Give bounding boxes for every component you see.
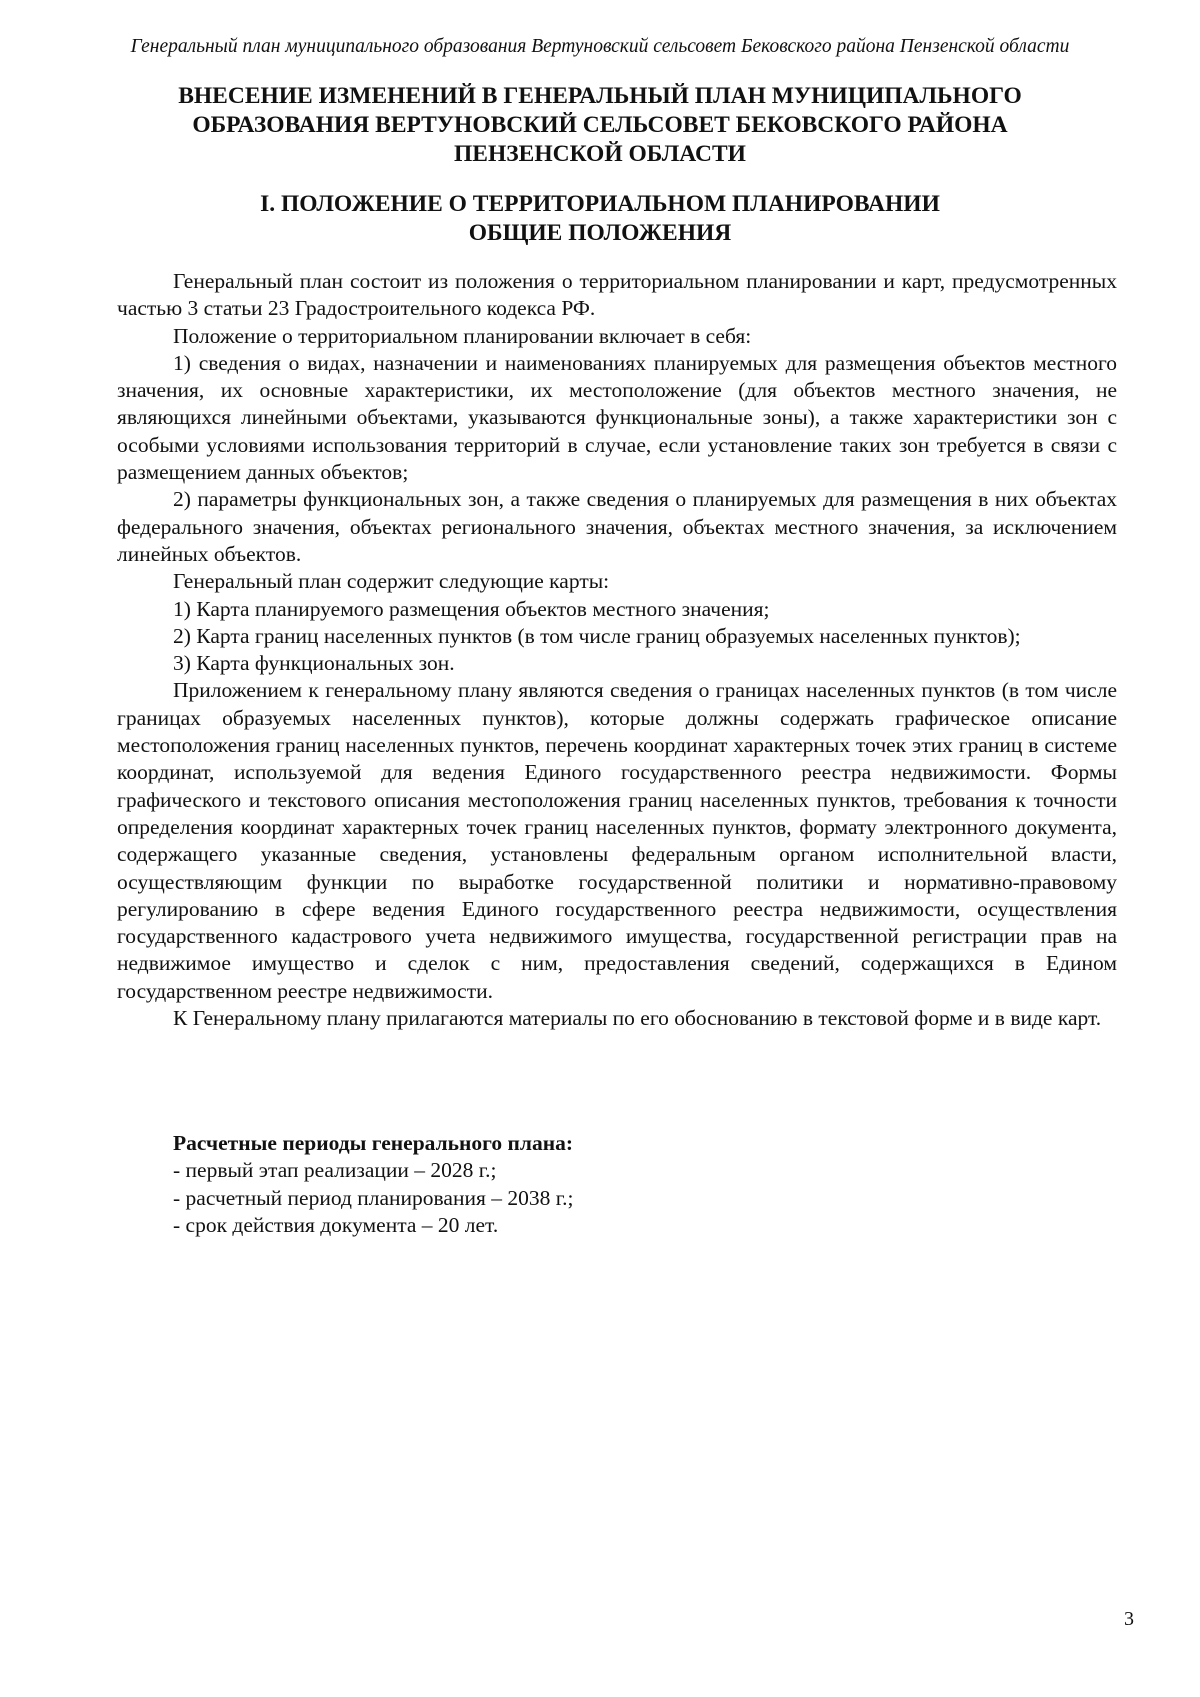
paragraph: 2) Карта границ населенных пунктов (в том числе границ образуемых населенных пунктов); <box>173 623 1021 648</box>
document-title-line: ОБРАЗОВАНИЯ ВЕРТУНОВСКИЙ СЕЛЬСОВЕТ БЕКОВСКОГО РАЙОНА <box>192 112 1008 138</box>
section-title <box>100 190 1100 248</box>
running-header: Генеральный план муниципального образования Вертуновский сельсовет Бековского района Пензенской области <box>130 36 1070 57</box>
paragraph: Приложением к генеральному плану являются сведения о границах населенных пунктов (в том числе границах образуемых населенных пунктов), которые должны содержать графическое описание местоположения границ населенных пунктов, перечень координат характерных точек этих границ в системе координат, используемой для ведения Единого государственного реестра недвижимости. Формы графического и текстового описания местоположения границ населенных пунктов, требования к точности определения координат характерных точек границ населенных пунктов, формату электронного документа, содержащего указанные сведения, установлены федеральным органом исполнительной власти, осуществляющим функции по выработке государственной политики и нормативно-правовому регулированию в сфере ведения Единого государственного реестра недвижимости, осуществления государственного кадастрового учета недвижимого имущества, государственной регистрации прав на недвижимое имущество и сделок с ним, предоставления сведений, содержащихся в Едином государственном реестре недвижимости. <box>117 678 1117 1003</box>
document-title-line: ВНЕСЕНИЕ ИЗМЕНЕНИЙ В ГЕНЕРАЛЬНЫЙ ПЛАН МУНИЦИПАЛЬНОГО <box>178 83 1022 109</box>
paragraph: Генеральный план состоит из положения о территориальном планировании и карт, предусмотренных частью 3 статьи 23 Градостроительного кодекса РФ. <box>117 269 1117 321</box>
paragraph: Генеральный план содержит следующие карты: <box>173 569 610 594</box>
paragraph: 1) Карта планируемого размещения объектов местного значения; <box>173 596 770 621</box>
list-item: - расчетный период планирования – 2038 г.; <box>173 1185 574 1210</box>
list-item: - первый этап реализации – 2028 г.; <box>173 1158 497 1183</box>
list-item: - срок действия документа – 20 лет. <box>173 1212 499 1237</box>
paragraph: К Генеральному плану прилагаются материалы по его обоснованию в текстовой форме и в виде карт. <box>173 1006 1102 1031</box>
paragraph: 3) Карта функциональных зон. <box>173 651 455 676</box>
page-number: 3 <box>1124 1608 1134 1630</box>
planning-periods <box>173 1130 1073 1239</box>
document-title <box>100 82 1100 169</box>
section-subtitle: ОБЩИЕ ПОЛОЖЕНИЯ <box>468 220 732 246</box>
paragraph: 2) параметры функциональных зон, а также сведения о планируемых для размещения в них объектах федерального значения, объектах регионального значения, объектах местного значения, за исключением линейных объектов. <box>117 487 1117 566</box>
section-title-line: I. ПОЛОЖЕНИЕ О ТЕРРИТОРИАЛЬНОМ ПЛАНИРОВАНИИ <box>260 191 940 217</box>
document-title-line: ПЕНЗЕНСКОЙ ОБЛАСТИ <box>454 141 746 167</box>
paragraph: 1) сведения о видах, назначении и наименованиях планируемых для размещения объектов местного значения, их основные характеристики, их местоположение (для объектов местного значения, не являющихся линейными объектами, указываются функциональные зоны), а также характеристики зон с особыми условиями использования территорий в случае, если установление таких зон требуется в связи с размещением данных объектов; <box>117 350 1117 485</box>
body-text <box>117 268 1117 1032</box>
planning-periods-title: Расчетные периоды генерального плана: <box>173 1131 574 1155</box>
paragraph: Положение о территориальном планировании включает в себя: <box>173 323 752 348</box>
